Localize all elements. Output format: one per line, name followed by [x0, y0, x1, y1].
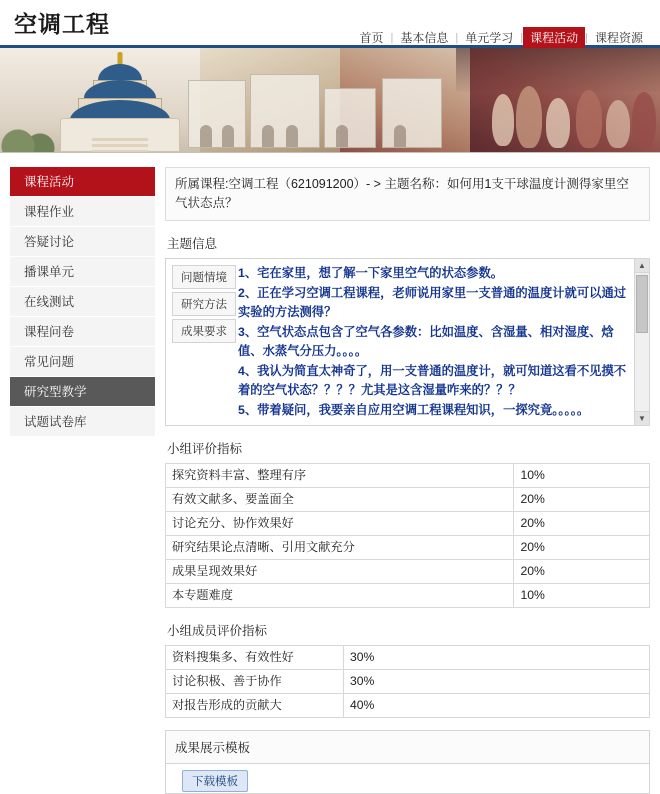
download-template-button[interactable]: 下载模板	[182, 770, 248, 792]
nav-item-unit-study[interactable]: 单元学习	[465, 31, 514, 45]
banner-building-a	[188, 80, 246, 148]
site-title: 空调工程	[14, 11, 110, 37]
temple-of-heaven-icon	[58, 52, 182, 152]
banner-arch	[262, 125, 274, 147]
topic-tab-problem-context[interactable]: 问题情境	[172, 265, 236, 289]
criteria-name: 资料搜集多、有效性好	[166, 646, 344, 670]
sidebar-item-research-teaching[interactable]: 研究型教学	[10, 377, 155, 407]
criteria-name: 有效文献多、要盖面全	[166, 488, 514, 512]
topic-scrollbar[interactable]	[634, 259, 649, 425]
sidebar-item-course-homework[interactable]: 课程作业	[10, 197, 155, 227]
content-area	[0, 153, 660, 794]
sidebar-item-lecture-unit[interactable]: 播课单元	[10, 257, 155, 287]
topic-paragraph: 5、带着疑问，我要亲自应用空调工程课程知识，一探究竟。。。。。	[238, 403, 590, 417]
criteria-name: 本专题难度	[166, 584, 514, 608]
temple-roof-top	[98, 64, 142, 80]
banner-sky-shade	[456, 48, 660, 92]
main-panel	[165, 167, 650, 794]
nav-item-course-activity[interactable]: 课程活动	[523, 27, 585, 48]
criteria-weight: 20%	[514, 560, 650, 584]
table-row	[166, 694, 650, 718]
topic-section-title: 主题信息	[167, 237, 218, 251]
banner-figure	[546, 98, 570, 148]
topic-paragraph: 2、正在学习空调工程课程，老师说用家里一支普通的温度计就可以通过实验的方法测得？	[238, 286, 627, 319]
site-header	[0, 0, 660, 48]
criteria-weight: 10%	[514, 584, 650, 608]
nav-item-basic-info[interactable]: 基本信息	[400, 31, 449, 45]
result-template-body	[165, 764, 650, 794]
table-row	[166, 464, 650, 488]
topic-tab-outcome-requirement[interactable]: 成果要求	[172, 319, 236, 343]
criteria-name: 成果呈现效果好	[166, 560, 514, 584]
nav-separator: |	[585, 31, 588, 44]
banner-building-b	[250, 74, 320, 148]
banner-figure	[516, 86, 542, 148]
topic-info-box	[165, 258, 650, 426]
sidebar-item-online-test[interactable]: 在线测试	[10, 287, 155, 317]
criteria-weight: 40%	[344, 694, 650, 718]
criteria-weight: 30%	[344, 646, 650, 670]
banner-arch	[222, 125, 234, 147]
topic-text-body	[236, 259, 649, 425]
breadcrumb: 所属课程:空调工程（621091200）- > 主题名称：如何用1支干球温度计测得家里空气状态点？	[165, 167, 650, 221]
banner-arch	[286, 125, 298, 147]
criteria-name: 探究资料丰富、整理有序	[166, 464, 514, 488]
table-row	[166, 512, 650, 536]
member-criteria-title: 小组成员评价指标	[167, 624, 268, 638]
sidebar-item-course-activity[interactable]: 课程活动	[10, 167, 155, 197]
temple-steps	[92, 138, 148, 152]
nav-item-home[interactable]: 首页	[359, 31, 384, 45]
result-template-title: 成果展示模板	[165, 730, 650, 764]
criteria-weight: 20%	[514, 536, 650, 560]
banner-image	[0, 48, 660, 153]
banner-figure	[606, 100, 630, 148]
criteria-weight: 20%	[514, 488, 650, 512]
group-criteria-title: 小组评价指标	[167, 442, 243, 456]
criteria-name: 研究结果论点清晰、引用文献充分	[166, 536, 514, 560]
banner-building-c	[324, 88, 376, 148]
criteria-weight: 30%	[344, 670, 650, 694]
banner-building-d	[382, 78, 442, 148]
topic-tab-list	[166, 259, 236, 425]
topic-tab-research-method[interactable]: 研究方法	[172, 292, 236, 316]
table-row	[166, 670, 650, 694]
scroll-down-icon[interactable]: ▼	[635, 411, 649, 425]
nav-separator: |	[390, 31, 394, 44]
topic-paragraph: 1、宅在家里，想了解一下家里空气的状态参数。	[238, 266, 504, 280]
member-criteria-table	[165, 645, 650, 718]
topic-paragraph: 4、我认为简直太神奇了，用一支普通的温度计，就可知道这看不见摸不着的空气状态？？？？尤其是这含湿量咋来的？？？	[238, 364, 627, 397]
table-row	[166, 488, 650, 512]
nav-item-course-resources[interactable]: 课程资源	[594, 31, 643, 45]
banner-figure	[632, 92, 656, 148]
criteria-name: 讨论充分、协作效果好	[166, 512, 514, 536]
sidebar-item-question-bank[interactable]: 试题试卷库	[10, 407, 155, 437]
table-row	[166, 560, 650, 584]
table-row	[166, 584, 650, 608]
sidebar-item-course-survey[interactable]: 课程问卷	[10, 317, 155, 347]
banner-figure	[576, 90, 602, 148]
nav-separator: |	[520, 31, 524, 44]
table-row	[166, 536, 650, 560]
criteria-name: 对报告形成的贡献大	[166, 694, 344, 718]
banner-trees	[0, 112, 58, 152]
banner-arch	[394, 125, 406, 147]
sidebar-item-faq[interactable]: 常见问题	[10, 347, 155, 377]
nav-separator: |	[455, 31, 459, 44]
banner-arch	[200, 125, 212, 147]
criteria-name: 讨论积极、善于协作	[166, 670, 344, 694]
scrollbar-thumb[interactable]	[636, 275, 648, 333]
banner-arch	[336, 125, 348, 147]
sidebar-item-qa-discussion[interactable]: 答疑讨论	[10, 227, 155, 257]
sidebar	[10, 167, 155, 794]
criteria-weight: 20%	[514, 512, 650, 536]
top-navigation	[352, 27, 650, 48]
scroll-up-icon[interactable]: ▲	[635, 259, 649, 273]
criteria-weight: 10%	[514, 464, 650, 488]
topic-paragraph: 3、空气状态点包含了空气各参数：比如温度、含湿量、相对湿度、焓值、水蒸气分压力。。。。	[238, 325, 614, 358]
group-criteria-table	[165, 463, 650, 608]
banner-figure	[492, 94, 514, 146]
table-row	[166, 646, 650, 670]
